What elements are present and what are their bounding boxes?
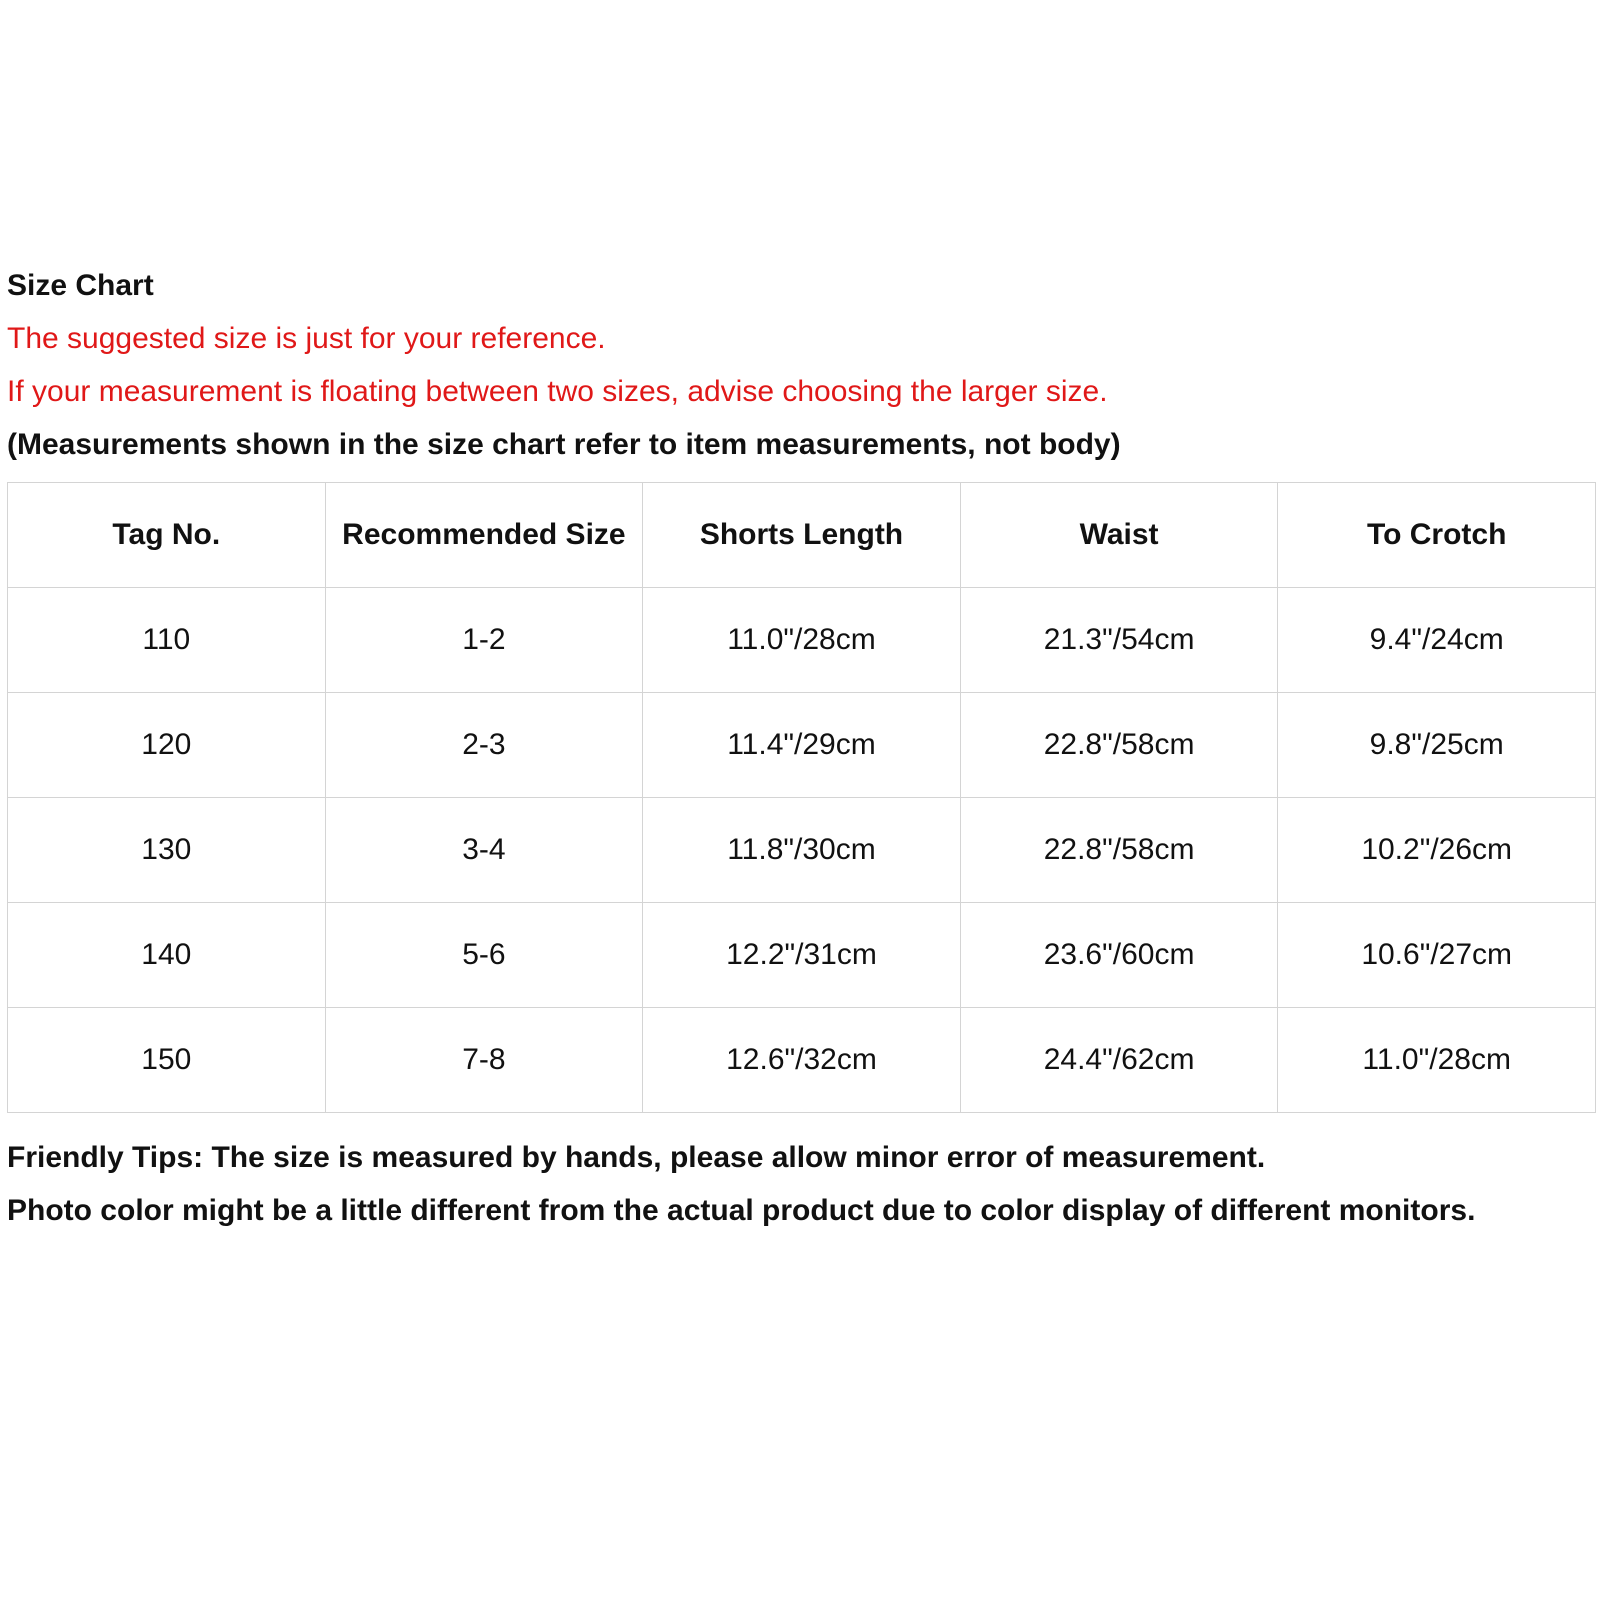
column-header-to-crotch: To Crotch: [1278, 483, 1596, 588]
cell-shorts-length: 12.6"/32cm: [643, 1008, 961, 1113]
cell-tag-no: 150: [8, 1008, 326, 1113]
column-header-tag-no: Tag No.: [8, 483, 326, 588]
cell-waist: 22.8"/58cm: [960, 693, 1278, 798]
table-header-row: [8, 483, 1596, 588]
cell-to-crotch: 9.4"/24cm: [1278, 588, 1596, 693]
sizing-advice-note: If your measurement is floating between two sizes, advise choosing the larger size.: [7, 375, 1108, 408]
cell-waist: 22.8"/58cm: [960, 798, 1278, 903]
cell-waist: 24.4"/62cm: [960, 1008, 1278, 1113]
table-row: [8, 903, 1596, 1008]
cell-to-crotch: 10.2"/26cm: [1278, 798, 1596, 903]
cell-tag-no: 110: [8, 588, 326, 693]
cell-tag-no: 120: [8, 693, 326, 798]
cell-to-crotch: 10.6"/27cm: [1278, 903, 1596, 1008]
table-row: [8, 693, 1596, 798]
cell-shorts-length: 11.0"/28cm: [643, 588, 961, 693]
cell-recommended-size: 7-8: [325, 1008, 643, 1113]
cell-shorts-length: 11.4"/29cm: [643, 693, 961, 798]
reference-note: The suggested size is just for your reference.: [7, 322, 606, 355]
size-chart-table: [7, 482, 1596, 1113]
table-row: [8, 798, 1596, 903]
cell-to-crotch: 9.8"/25cm: [1278, 693, 1596, 798]
cell-waist: 23.6"/60cm: [960, 903, 1278, 1008]
page-title: Size Chart: [7, 269, 154, 302]
table-row: [8, 1008, 1596, 1113]
column-header-shorts-length: Shorts Length: [643, 483, 961, 588]
column-header-waist: Waist: [960, 483, 1278, 588]
cell-to-crotch: 11.0"/28cm: [1278, 1008, 1596, 1113]
cell-shorts-length: 11.8"/30cm: [643, 798, 961, 903]
friendly-tip: Friendly Tips: The size is measured by hands, please allow minor error of measurement.: [7, 1141, 1266, 1174]
cell-waist: 21.3"/54cm: [960, 588, 1278, 693]
cell-recommended-size: 5-6: [325, 903, 643, 1008]
table-row: [8, 588, 1596, 693]
cell-tag-no: 130: [8, 798, 326, 903]
cell-recommended-size: 1-2: [325, 588, 643, 693]
cell-tag-no: 140: [8, 903, 326, 1008]
measurement-note: (Measurements shown in the size chart refer to item measurements, not body): [7, 428, 1121, 461]
column-header-recommended-size: Recommended Size: [325, 483, 643, 588]
cell-shorts-length: 12.2"/31cm: [643, 903, 961, 1008]
photo-color-note: Photo color might be a little different from the actual product due to color display of different monitors.: [7, 1194, 1476, 1227]
cell-recommended-size: 2-3: [325, 693, 643, 798]
cell-recommended-size: 3-4: [325, 798, 643, 903]
